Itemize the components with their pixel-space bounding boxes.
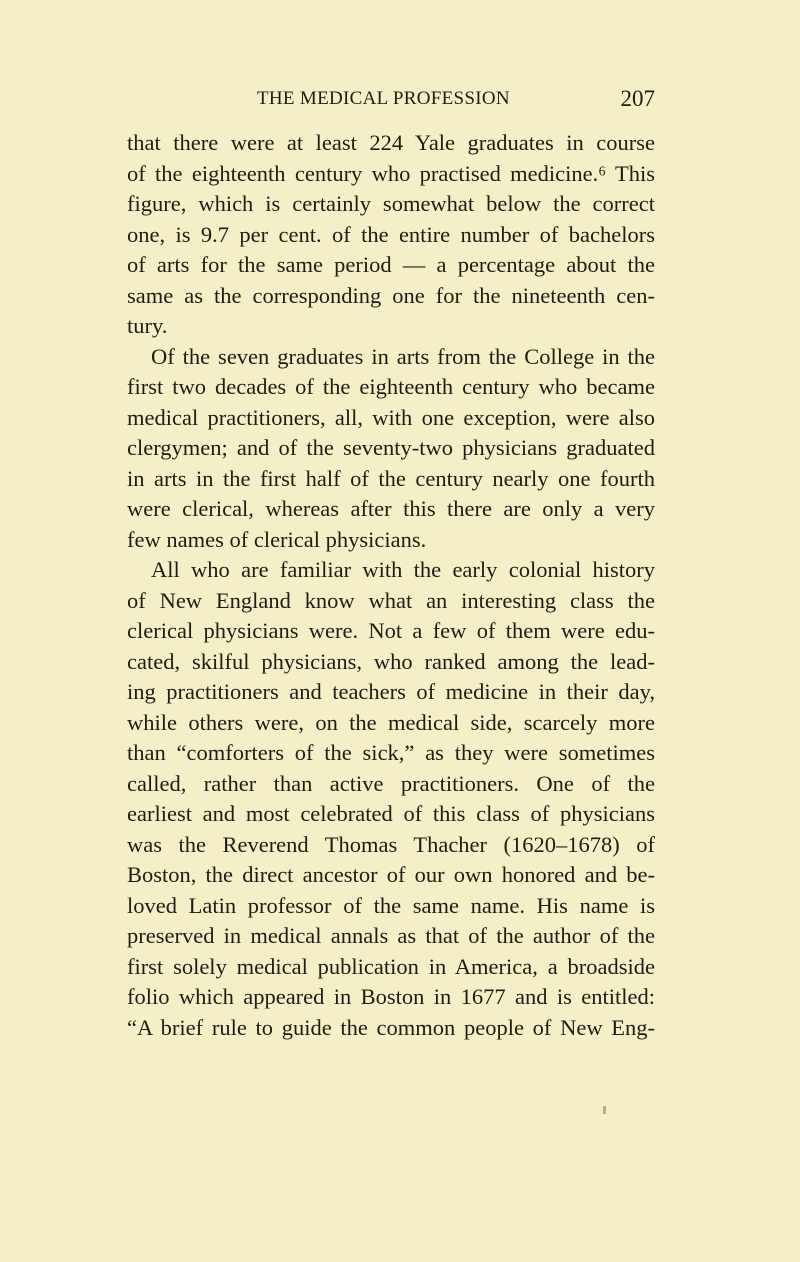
text-line: cated, skilful physicians, who ranked among the lead- <box>127 648 655 674</box>
page-number: 207 <box>620 86 655 111</box>
text-line: ing practitioners and teachers of medicine in their day, <box>127 679 655 704</box>
text-line: medical practitioners, all, with one exception, were also <box>127 404 655 430</box>
text-line: that there were at least 224 Yale graduates in course <box>127 130 655 155</box>
text-line: Of the seven graduates in arts from the College in the <box>151 343 655 369</box>
text-line: clerical physicians were. Not a few of them were edu- <box>127 618 655 643</box>
text-line: preserved in medical annals as that of the author of the <box>127 923 655 948</box>
text-line: one, is 9.7 per cent. of the entire number of bachelors <box>127 221 655 247</box>
text-line: clergymen; and of the seventy-two physicians graduated <box>127 435 655 460</box>
text-line: few names of clerical physicians. <box>127 526 427 552</box>
text-line: same as the corresponding one for the nineteenth cen- <box>127 282 655 308</box>
scan-speck <box>603 1106 606 1114</box>
text-line: in arts in the first half of the century nearly one fourth <box>127 465 655 491</box>
running-title: THE MEDICAL PROFESSION <box>257 88 510 109</box>
text-line: were clerical, whereas after this there are only a very <box>127 496 655 521</box>
text-line: figure, which is certainly somewhat below the correct <box>127 191 655 216</box>
text-line: folio which appeared in Boston in 1677 and is entitled: <box>127 984 655 1009</box>
text-line: All who are familiar with the early colonial history <box>151 557 655 582</box>
body-text <box>127 128 655 1043</box>
text-line: first two decades of the eighteenth century who became <box>127 374 655 399</box>
text-line: of arts for the same period — a percentage about the <box>127 252 655 277</box>
text-line: while others were, on the medical side, scarcely more <box>127 709 655 735</box>
text-line: called, rather than active practitioners. One of the <box>127 770 655 796</box>
text-line: than “comforters of the sick,” as they were sometimes <box>127 740 655 765</box>
text-line: first solely medical publication in America, a broadside <box>127 953 655 979</box>
text-line: loved Latin professor of the same name. His name is <box>127 892 655 918</box>
text-line: Boston, the direct ancestor of our own honored and be- <box>127 862 655 887</box>
text-line: earliest and most celebrated of this class of physicians <box>127 801 655 826</box>
text-line: of the eighteenth century who practised medicine.⁶ This <box>127 160 655 186</box>
text-line: “A brief rule to guide the common people of New Eng- <box>127 1014 655 1040</box>
text-line: was the Reverend Thomas Thacher (1620–1678) of <box>127 831 655 857</box>
text-line: tury. <box>127 313 168 338</box>
running-header <box>127 88 655 114</box>
text-line: of New England know what an interesting class the <box>127 587 655 613</box>
